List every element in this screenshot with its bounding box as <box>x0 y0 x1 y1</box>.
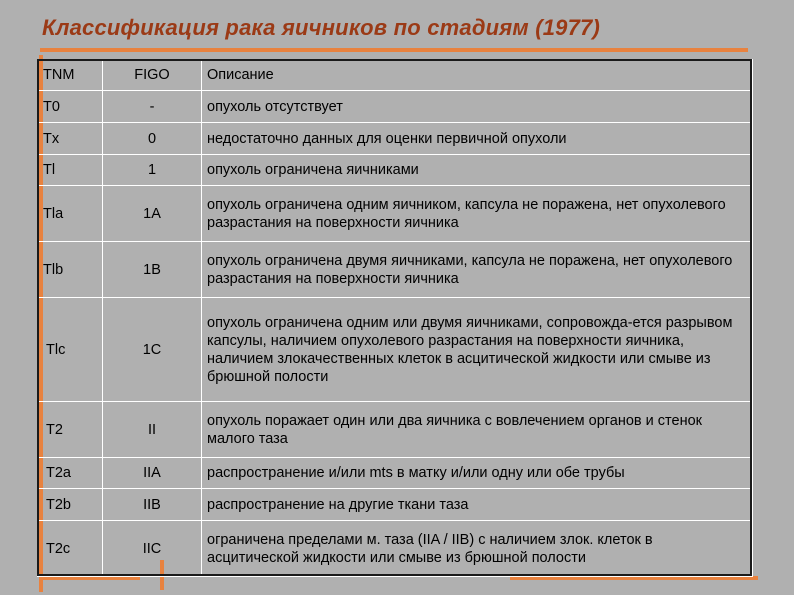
cell-description: распространение на другие ткани таза <box>202 489 753 521</box>
table-row <box>38 91 753 123</box>
header-description: Описание <box>202 60 753 91</box>
cell-description: распространение и/или mts в матку и/или одну или обе трубы <box>202 458 753 489</box>
accent-line-top <box>40 48 748 52</box>
cell-figo: 1B <box>103 242 202 298</box>
table-row <box>38 458 753 489</box>
table-row <box>38 123 753 155</box>
cell-tnm: T2b <box>38 489 103 521</box>
cell-figo: 0 <box>103 123 202 155</box>
table-row <box>38 242 753 298</box>
cell-tnm: T0 <box>38 91 103 123</box>
cell-tnm: Tlc <box>38 298 103 402</box>
header-tnm: TNM <box>38 60 103 91</box>
table-row <box>38 521 753 577</box>
cell-tnm: T2 <box>38 402 103 458</box>
cell-figo: 1A <box>103 186 202 242</box>
cell-description: опухоль ограничена яичниками <box>202 155 753 186</box>
table-row <box>38 298 753 402</box>
cell-tnm: Tx <box>38 123 103 155</box>
cell-figo: 1C <box>103 298 202 402</box>
cell-description: недостаточно данных для оценки первичной опухоли <box>202 123 753 155</box>
table-row <box>38 402 753 458</box>
cell-figo: IIA <box>103 458 202 489</box>
cell-tnm: Tlb <box>38 242 103 298</box>
cell-description: опухоль ограничена одним или двумя яичниками, сопровожда-ется разрывом капсулы, наличием опухолевого разрастания на поверхности яичника, наличием злокачественных клеток в асцитической жидкости или смыве из брюшной полости <box>202 298 753 402</box>
cell-tnm: Tla <box>38 186 103 242</box>
cell-tnm: T2a <box>38 458 103 489</box>
cell-figo: 1 <box>103 155 202 186</box>
slide-title: Классификация рака яичников по стадиям (1977) <box>42 15 601 40</box>
cell-figo: II <box>103 402 202 458</box>
cell-tnm: T2c <box>38 521 103 577</box>
cell-description: опухоль ограничена одним яичником, капсула не поражена, нет опухолевого разрастания на поверхности яичника <box>202 186 753 242</box>
cell-description: ограничена пределами м. таза (IIA / IIB) с наличием злок. клеток в асцитической жидкости или смыве из брюшной полости <box>202 521 753 577</box>
cell-figo: - <box>103 91 202 123</box>
cell-tnm: Tl <box>38 155 103 186</box>
table-row <box>38 155 753 186</box>
cell-description: опухоль отсутствует <box>202 91 753 123</box>
cell-figo: IIB <box>103 489 202 521</box>
table-header-row <box>38 60 753 91</box>
table-row <box>38 489 753 521</box>
cell-description: опухоль поражает один или два яичника с вовлечением органов и стенок малого таза <box>202 402 753 458</box>
header-figo: FIGO <box>103 60 202 91</box>
cell-description: опухоль ограничена двумя яичниками, капсула не поражена, нет опухолевого разрастания на поверхности яичника <box>202 242 753 298</box>
table-row <box>38 186 753 242</box>
cell-figo: IIC <box>103 521 202 577</box>
stage-table <box>37 59 753 577</box>
